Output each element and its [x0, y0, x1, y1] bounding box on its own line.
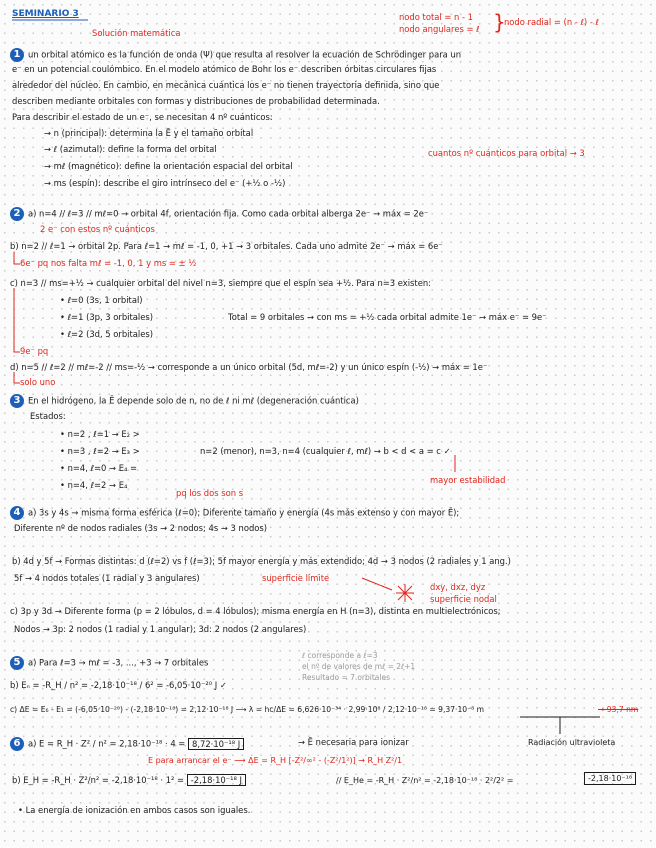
brace: }: [493, 10, 506, 34]
q4-note-top: pq los dos son s: [176, 488, 244, 498]
q5-b: b) Eₙ = -R_H / n² = -2,18·10⁻¹⁸ / 6² = -6,05·10⁻²⁰ J ✓: [10, 680, 227, 690]
q1-line-4: describen mediante orbitales con formas y distribuciones de probabilidad determinada.: [12, 96, 380, 106]
q2-c-note: 9e⁻ pq: [20, 346, 49, 356]
q6-b-result-2: -2,18·10⁻¹⁸: [584, 772, 636, 785]
q6-b-text: b) E_H = -R_H · Z²/n² = -2,18·10⁻¹⁸ · 1² =: [12, 775, 185, 785]
q3-stability: mayor estabilidad: [430, 475, 506, 485]
q6-b-mid: // E_He = -R_H · Z²/n² = -2,18·10⁻¹⁸ · 2²/2² =: [336, 776, 514, 785]
q1-line-5: Para describir el estado de un e⁻, se necesitan 4 nº cuánticos:: [12, 112, 273, 122]
q1-quantum-n: → n (principal): determina la Ē y el tamaño orbital: [44, 128, 254, 138]
q3-state-1: • n=2 , ℓ=1 → E₂ >: [60, 429, 140, 439]
q2-c-item-1: • ℓ=0 (3s, 1 orbital): [60, 295, 143, 305]
q3-compare: n=2 (menor), n=3, n=4 (cualquier ℓ, mℓ) → b < d < a = c ✓: [200, 446, 451, 456]
q3-state-2: • n=3 , ℓ=2 → E₃ >: [60, 446, 140, 456]
q2-b: b) n=2 // ℓ=1 → orbital 2p. Para ℓ=1 → mℓ = -1, 0, +1 → 3 orbitales. Cada uno admite 2e⁻ → máx = 6e⁻: [10, 241, 443, 251]
q5-c-struck: → 93,7 nm: [598, 705, 639, 714]
q6-a: [10, 737, 244, 751]
q6-b-result: -2,18·10⁻¹⁸ J: [187, 774, 246, 786]
q4-b-note: superficie límite: [262, 573, 330, 583]
q4-b2: 5f → 4 nodos totales (1 radial y 3 angulares): [14, 573, 200, 583]
q3-number: 3: [10, 394, 24, 408]
q2-a: [10, 207, 428, 221]
q4-a2: Diferente nº de nodos radiales (3s → 2 nodos; 4s → 3 nodos): [14, 523, 268, 533]
q4-orbital-sketch: [396, 584, 414, 602]
q4-c1: c) 3p y 3d → Diferente forma (p = 2 lóbulos, d = 4 lóbulos); misma energía en H (n=3), distinta en multielectrónicos;: [10, 606, 501, 616]
q3-state-3: • n=4, ℓ=0 → E₄ =: [60, 463, 138, 473]
q2-a-text: a) n=4 // ℓ=3 // mℓ=0 → orbital 4f, orientación fija. Como cada orbital alberga 2e⁻ → máx = 2e⁻: [28, 208, 429, 219]
q5-side-1: ℓ corresponde a ℓ=3: [302, 651, 378, 660]
q4-number: 4: [10, 506, 24, 520]
q3-intro-text: En el hidrógeno, la Ē depende solo de n, no de ℓ ni mℓ (degeneración cuántica): [28, 395, 359, 406]
q2-d: d) n=5 // ℓ=2 // mℓ=-2 // ms=-½ → corresponde a un único orbital (5d, mℓ=-2) y un único espín (-½) → máx = 1e⁻: [10, 362, 488, 372]
q3-intro: [10, 394, 359, 408]
q2-d-note: solo uno: [20, 377, 56, 387]
q4-a1: [10, 506, 459, 520]
q1-line-1: [10, 48, 461, 62]
q6-a-result: 8,72·10⁻¹⁸ J: [188, 738, 244, 750]
q1-note: cuantos nº cuánticos para orbital → 3: [428, 148, 585, 158]
q6-conclusion: • La energía de ionización en ambos casos son iguales.: [18, 805, 251, 815]
q6-b: [12, 775, 246, 786]
q1-quantum-ms: → ms (espín): describe el giro intrínseco del e⁻ (+½ o -½): [44, 178, 286, 188]
q1-line-3: alrededor del núcleo. En cambio, en mecánica cuántica los e⁻ no tienen trayectoria definida, sino que: [12, 80, 440, 90]
q4-b-note-arrow: [362, 578, 392, 590]
q2-c-item-3: • ℓ=2 (3d, 5 orbitales): [60, 329, 154, 339]
q6-a-text: a) E = R_H · Z² / n² = 2,18·10⁻¹⁸ · 4 =: [28, 738, 186, 749]
q5-c-note: Radiación ultravioleta: [528, 738, 616, 747]
q5-a-text: a) Para ℓ=3 → mℓ = -3, ..., +3 → 7 orbitales: [28, 657, 209, 668]
q2-a-note: 2 e⁻ con estos nº cuánticos: [40, 224, 155, 234]
q2-b-note: 6e⁻ pq nos falta mℓ = -1, 0, 1 y ms = ± ½: [20, 258, 197, 268]
q2-number: 2: [10, 207, 24, 221]
node-angular: nodo angulares = ℓ: [399, 24, 480, 34]
page-title: SEMINARIO 3: [12, 9, 79, 19]
q1-line-2: e⁻ en un potencial coulómbico. En el modelo atómico de Bohr los e⁻ describen órbitas circulares fijas: [12, 64, 437, 74]
q6-a-note2: E para arrancar el e⁻ ⟶ ΔE = R_H [-Z²/∞² - (-Z²/1²)] → R_H Z²/1: [148, 756, 403, 765]
q5-a: [10, 656, 208, 670]
q6-a-note: → Ē necesaria para ionizar: [298, 737, 409, 747]
q6-number: 6: [10, 737, 24, 751]
q5-number: 5: [10, 656, 24, 670]
q2-c-total: Total = 9 orbitales → con ms = +½ cada orbital admite 1e⁻ → máx e⁻ = 9e⁻: [228, 312, 547, 322]
q3-states-label: Estados:: [30, 411, 66, 421]
subtitle: Solución matemática: [92, 28, 181, 38]
q2-c: c) n=3 // ms=+½ → cualquier orbital del nivel n=3, siempre que el espín sea +½. Para n=3 existen:: [10, 278, 431, 288]
q2-c-bracket: [14, 288, 20, 352]
q4-b1: b) 4d y 5f → Formas distintas: d (ℓ=2) vs f (ℓ=3); 5f mayor energía y más extendido; 4d → 3 nodos (2 radiales y 1 ang.): [12, 556, 511, 566]
q5-c: c) ΔE = E₆ - E₁ = (-6,05·10⁻²⁰) - (-2,18·10⁻¹⁸) = 2,12·10⁻¹⁸ J ⟶ λ = hc/ΔE = 6,626·10⁻³⁴ · 2,99·10⁸ / 2,12·10⁻¹⁸ = 9,37·10⁻⁸ m: [10, 705, 484, 714]
node-radial: nodo radial = (n - ℓ) - ℓ: [504, 17, 600, 27]
q1-number: 1: [10, 48, 24, 62]
q1-text: un orbital atómico es la función de onda (Ψ) que resulta al resolver la ecuación de Schrödinger para un: [28, 49, 462, 60]
q2-c-item-2: • ℓ=1 (3p, 3 orbitales): [60, 312, 154, 322]
node-total: nodo total = n - 1: [399, 12, 474, 22]
q4-b-tags2: superficie nodal: [430, 594, 497, 604]
q1-quantum-l: → ℓ (azimutal): define la forma del orbital: [44, 144, 217, 154]
q3-state-4: • n=4, ℓ=2 → E₄: [60, 480, 128, 490]
q4-c2: Nodos → 3p: 2 nodos (1 radial y 1 angular); 3d: 2 nodos (2 angulares): [14, 624, 307, 634]
q4-b-tags: dxy, dxz, dyz: [430, 582, 486, 592]
q5-side-2: el nº de valores de mℓ = 2ℓ+1: [302, 662, 416, 671]
q4-a1-text: a) 3s y 4s → misma forma esférica (ℓ=0); Diferente tamaño y energía (4s más extenso y con mayor Ē);: [28, 507, 460, 518]
q1-quantum-ml: → mℓ (magnético): define la orientación espacial del orbital: [44, 161, 293, 171]
q5-side-3: Resultado = 7 orbitales: [302, 673, 390, 682]
